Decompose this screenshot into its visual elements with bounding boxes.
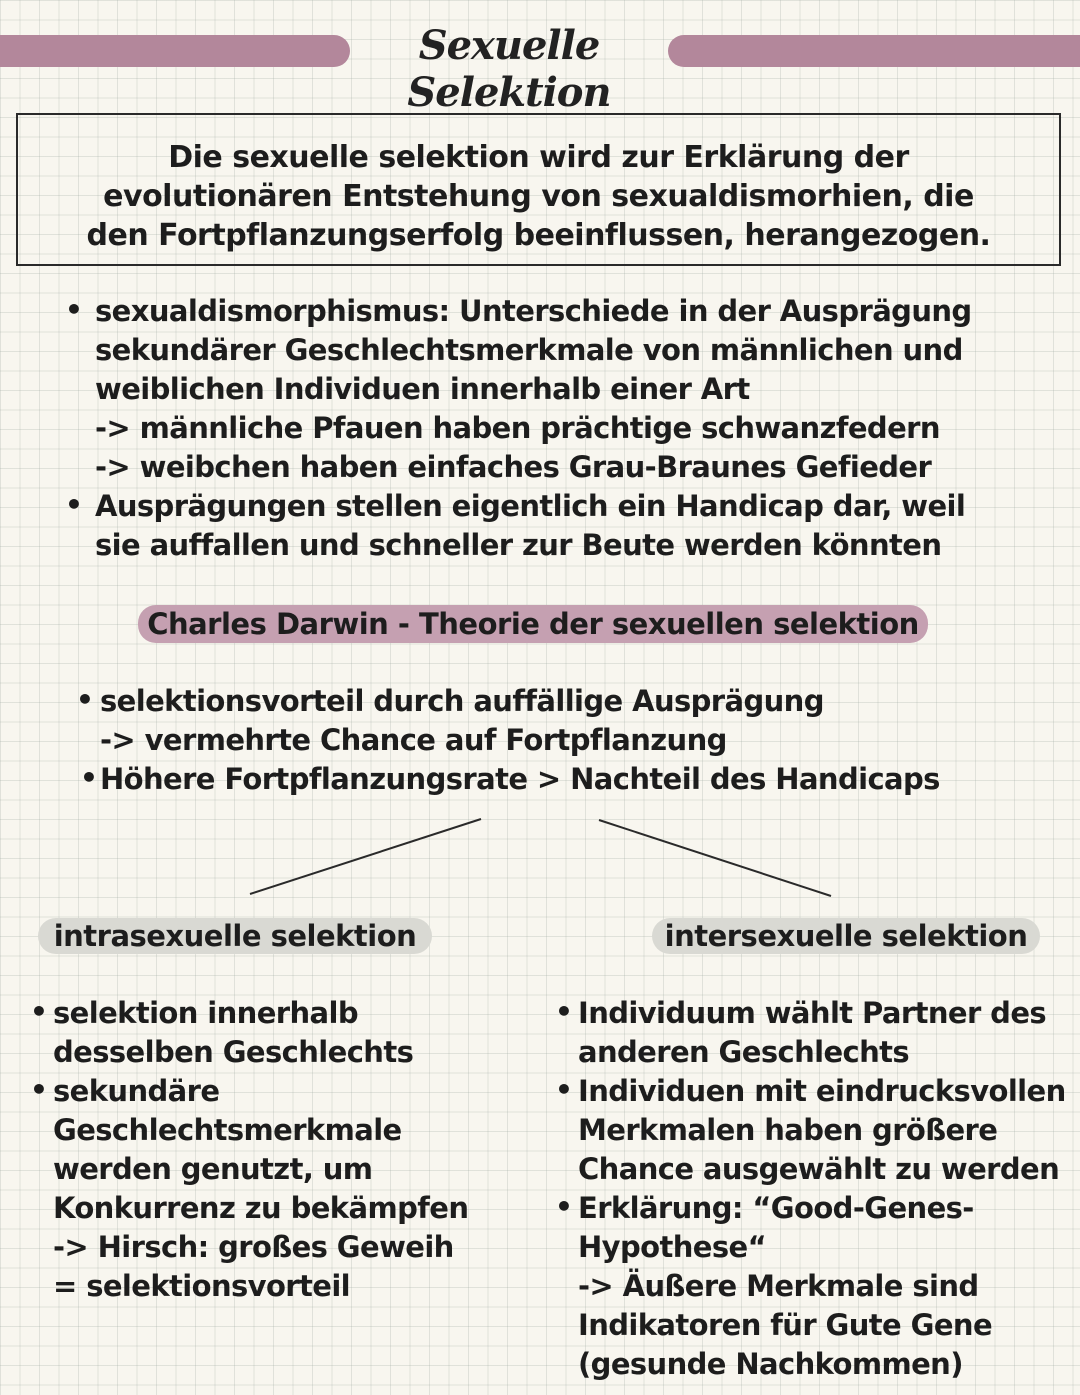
- bullet-dot: •: [65, 293, 83, 326]
- inter-text: Individuum wählt Partner des: [578, 996, 1047, 1030]
- bullet-dot: •: [555, 1190, 573, 1223]
- definition-line: den Fortpflanzungserfolg beeinflussen, herangezogen.: [86, 218, 991, 253]
- branch-line-right: [599, 820, 831, 896]
- bullet-dot: •: [80, 761, 98, 794]
- intro-text: sekundärer Geschlechtsmerkmale von männlichen und: [95, 333, 963, 367]
- intro-text: sexualdismorphismus: Unterschiede in der Ausprägung: [95, 294, 972, 328]
- intro-text: weiblichen Individuen innerhalb einer Art: [95, 372, 750, 406]
- definition-line: evolutionären Entstehung von sexualdismorhien, die: [103, 179, 974, 214]
- definition-line: Die sexuelle selektion wird zur Erklärung der: [168, 140, 909, 175]
- inter-heading: intersexuelle selektion: [652, 918, 1040, 954]
- bullet-dot: •: [555, 995, 573, 1028]
- branch-line-left: [250, 819, 481, 894]
- bullet-dot: •: [30, 1073, 48, 1106]
- intro-text: -> männliche Pfauen haben prächtige schwanzfedern: [95, 411, 940, 445]
- darwin-heading: Charles Darwin - Theorie der sexuellen selektion: [138, 605, 928, 643]
- intra-text: = selektionsvorteil: [53, 1269, 350, 1303]
- darwin-text: Höhere Fortpflanzungsrate > Nachteil des Handicaps: [100, 762, 940, 796]
- intra-text: Geschlechtsmerkmale: [53, 1113, 402, 1147]
- intra-heading: intrasexuelle selektion: [38, 918, 432, 954]
- intra-text: sekundäre: [53, 1074, 220, 1108]
- inter-text: Indikatoren für Gute Gene: [578, 1308, 993, 1342]
- intro-text: -> weibchen haben einfaches Grau-Braunes Gefieder: [95, 450, 932, 484]
- bullet-dot: •: [30, 995, 48, 1028]
- intro-text: sie auffallen und schneller zur Beute werden könnten: [95, 528, 942, 562]
- intra-text: werden genutzt, um: [53, 1152, 373, 1186]
- inter-text: Hypothese“: [578, 1230, 767, 1264]
- inter-text: Chance ausgewählt zu werden: [578, 1152, 1060, 1186]
- bullet-dot: •: [76, 683, 94, 716]
- inter-text: Merkmalen haben größere: [578, 1113, 998, 1147]
- inter-text: Individuen mit eindrucksvollen: [578, 1074, 1066, 1108]
- darwin-text: -> vermehrte Chance auf Fortpflanzung: [100, 723, 727, 757]
- darwin-text: selektionsvorteil durch auffällige Ausprägung: [100, 684, 824, 718]
- inter-text: anderen Geschlechts: [578, 1035, 910, 1069]
- bullet-dot: •: [65, 488, 83, 521]
- intra-text: desselben Geschlechts: [53, 1035, 414, 1069]
- intro-text: Ausprägungen stellen eigentlich ein Handicap dar, weil: [95, 489, 966, 523]
- intra-text: selektion innerhalb: [53, 996, 359, 1030]
- bullet-dot: •: [555, 1073, 573, 1106]
- inter-text: Erklärung: “Good-Genes-: [578, 1191, 974, 1225]
- intra-text: -> Hirsch: großes Geweih: [53, 1230, 454, 1264]
- inter-text: -> Äußere Merkmale sind: [578, 1269, 979, 1303]
- page-title: Sexuelle Selektion: [407, 22, 611, 116]
- intra-text: Konkurrenz zu bekämpfen: [53, 1191, 469, 1225]
- inter-text: (gesunde Nachkommen): [578, 1347, 963, 1381]
